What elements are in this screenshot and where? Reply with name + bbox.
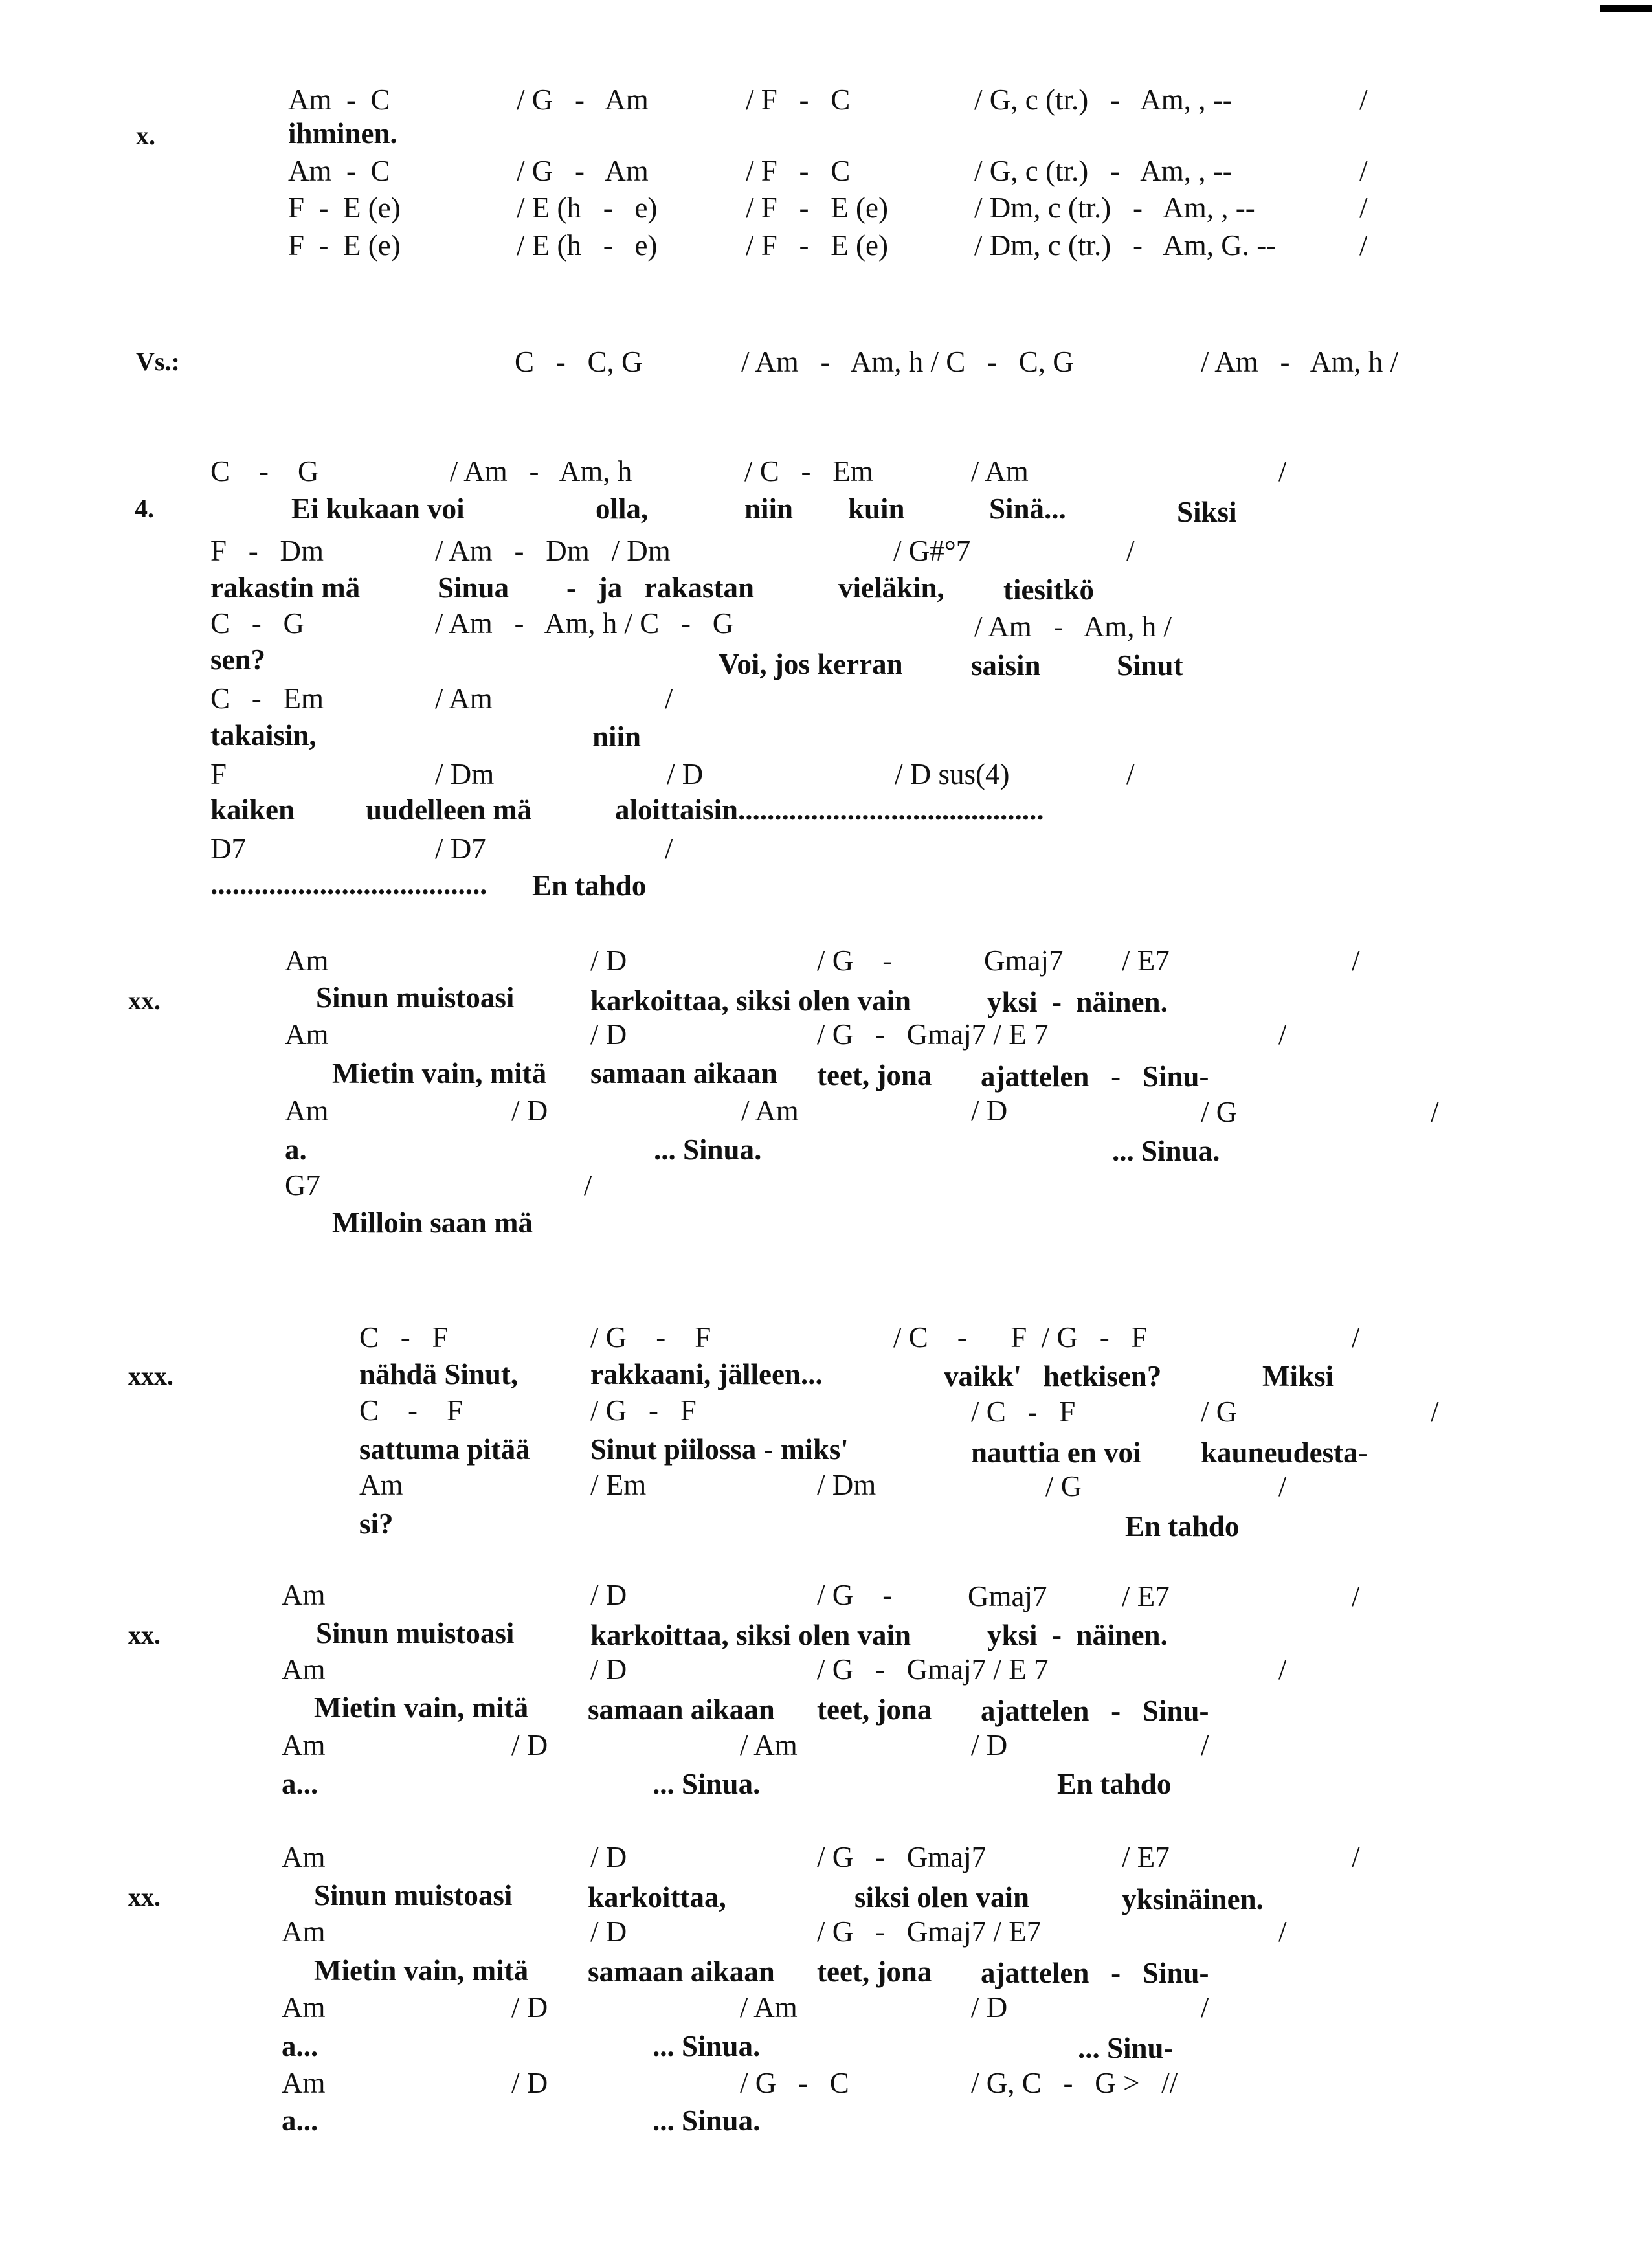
chord-text: / Am [971,455,1029,487]
lyric-text: kaiken [210,794,295,826]
lyric-text: ... Sinu- [1078,2032,1174,2064]
chord-text: / [1352,1321,1360,1354]
chord-text: / [1278,1915,1287,1948]
chord-text: / C - Em [744,455,873,487]
chord-text: / [1352,1841,1360,1873]
lyric-text: ... Sinua. [653,2030,761,2062]
lyric-text: uudelleen mä [366,794,532,826]
chord-text: / Am [740,1729,798,1761]
chord-text: / F - E (e) [746,229,888,262]
chord-text: / [584,1169,592,1201]
chord-text: / [1278,455,1287,487]
chord-text: / D [971,1095,1008,1127]
chord-text: / G - F [590,1321,711,1354]
chord-text: / [665,832,673,865]
chord-text: / Am - Am, h / [1201,346,1399,378]
chord-text: / [1278,1018,1287,1051]
chord-text: / D [971,1991,1008,2023]
chord-text: / Am - Am, h / C - G [435,607,734,640]
chord-text: / Am [740,1991,798,2023]
lyric-text: a... [282,1768,318,1800]
chord-text: / G - [817,1579,893,1611]
chord-text: / E (h - e) [517,192,658,224]
chord-text: / G - Gmaj7 / E7 [817,1915,1042,1948]
chord-text: / Am - Am, h / [974,610,1172,643]
chord-text: Am [282,2067,326,2099]
verse-label: 4. [135,494,154,523]
chord-text: Am [282,1729,326,1761]
chord-text: / G - Gmaj7 / E 7 [817,1018,1049,1051]
lyric-text: karkoittaa, siksi olen vain [590,985,911,1017]
lyric-text: saisin [971,649,1041,682]
lyric-text: olla, [596,493,649,525]
lyric-text: siksi olen vain [854,1881,1030,1913]
lyric-text: Mietin vain, mitä [314,1954,529,1987]
chord-text: Am [282,1991,326,2023]
chord-text: / G - F [590,1394,697,1427]
chord-text: / D [667,758,704,790]
verse-label: xx. [128,1882,161,1912]
chord-text: Am [285,944,329,977]
lyric-text: sattuma pitää [359,1433,530,1466]
chord-text: / [1359,155,1368,187]
edge-scan-mark [1600,5,1652,12]
chord-text: / [1431,1096,1439,1128]
chord-text: / D [590,1915,627,1948]
chord-text: / E7 [1122,944,1170,977]
lyric-text: samaan aikaan [588,1693,775,1726]
chord-text: / F - C [746,155,851,187]
chord-text: / F - E (e) [746,192,888,224]
lyric-text: vaikk' hetkisen? [944,1360,1162,1392]
lyric-text: ihminen. [288,117,397,150]
lyric-text: Siksi [1177,496,1237,528]
lyric-text: Sinut piilossa - miks' [590,1433,849,1466]
lyric-text: rakkaani, jälleen... [590,1358,823,1390]
lyric-text: ... Sinua. [653,2104,761,2137]
lyric-text: sen? [210,643,266,676]
lyric-text: karkoittaa, siksi olen vain [590,1619,911,1651]
chord-text: / D [590,1579,627,1611]
lyric-text: yksi - näinen. [987,1619,1168,1651]
chord-text: / G [1045,1470,1082,1502]
lyric-text: Ei kukaan voi [291,493,465,525]
chord-text: F - Dm [210,535,324,567]
chord-text: / C - F [971,1396,1076,1428]
chord-text: / Am - Am, h / C - C, G [741,346,1074,378]
chord-text: / [1359,84,1368,116]
chord-text: G7 [285,1169,320,1201]
lyric-text: samaan aikaan [588,1956,775,1988]
lyric-text: En tahdo [1125,1510,1240,1543]
lyric-text: kuin [848,493,905,525]
chord-text: / G - C [740,2067,849,2099]
lyric-text: a. [285,1133,307,1166]
chord-text: / G - Gmaj7 [817,1841,987,1873]
lyric-text: si? [359,1508,394,1540]
chord-text: Am [285,1095,329,1127]
verse-label: Vs.: [136,347,180,376]
chord-text: / [1359,192,1368,224]
lyric-text: ...................................... [210,868,487,900]
chord-text: / [1201,1991,1209,2023]
lyric-text: ... Sinua. [1112,1135,1220,1167]
lyric-text: Mietin vain, mitä [314,1691,529,1724]
chord-text: / D [590,1841,627,1873]
chord-text: / Dm [435,758,495,790]
chord-text: Am [282,1579,326,1611]
chord-text: Gmaj7 [968,1580,1047,1612]
chord-text: / D [590,1653,627,1686]
verse-label: xx. [128,1620,161,1649]
lyric-text: yksi - näinen. [987,986,1168,1018]
chord-text: Am [359,1469,403,1501]
lyric-text: yksinäinen. [1122,1883,1264,1915]
lyric-text: ... Sinua. [653,1768,761,1800]
chord-text: / [665,682,673,715]
chord-text: / Am [741,1095,799,1127]
lyric-text: ajattelen - Sinu- [981,1957,1209,1989]
lyric-text: a... [282,2030,318,2062]
chord-text: / [1352,1580,1360,1612]
chord-text: / Em [590,1469,647,1501]
chord-text: / Am - Am, h [450,455,632,487]
lyric-text: ... Sinua. [654,1133,762,1166]
lyric-text: En tahdo [532,869,647,902]
lyric-text: En tahdo [1057,1768,1172,1800]
lyric-text: Sinun muistoasi [314,1879,513,1912]
chord-text: Am [282,1841,326,1873]
chord-text: / G - [817,944,893,977]
lyric-text: takaisin, [210,719,317,752]
chord-text: / G - Am [517,155,649,187]
chord-text: / [1126,535,1135,567]
chord-text: / D [971,1729,1008,1761]
lyric-text: rakastin mä [210,572,361,604]
chord-text: / G - Gmaj7 / E 7 [817,1653,1049,1686]
chord-text: / G, C - G > // [971,2067,1178,2099]
lyric-text: nähdä Sinut, [359,1358,519,1390]
chord-text: Am - C [288,84,390,116]
chord-text: / Dm, c (tr.) - Am, , -- [974,192,1255,224]
chord-text: / D [590,1018,627,1051]
chord-text: / G, c (tr.) - Am, , -- [974,155,1233,187]
chord-text: / [1126,758,1135,790]
lyric-text: ajattelen - Sinu- [981,1060,1209,1093]
chord-text: / D [590,944,627,977]
chord-text: Gmaj7 [984,944,1064,977]
chord-text: / D [511,2067,548,2099]
chord-text: F [210,758,227,790]
chord-text: / Am - Dm / Dm [435,535,671,567]
chord-text: / G, c (tr.) - Am, , -- [974,84,1233,116]
verse-label: xx. [128,986,161,1015]
lyric-text: niin [592,720,642,753]
chord-text: / [1201,1729,1209,1761]
lyric-text: aloittaisin.......................................... [615,794,1044,826]
lyric-text: Sinun muistoasi [316,1617,515,1649]
chord-text: / D [511,1729,548,1761]
chord-text: C - F [359,1321,449,1354]
chord-text: C - F [359,1394,463,1427]
chord-text: / [1359,229,1368,262]
chord-text: / [1278,1470,1287,1502]
chord-text: / G [1201,1396,1238,1428]
verse-label: x. [136,121,155,150]
chord-text: Am [285,1018,329,1051]
chord-text: / [1352,944,1360,977]
lyric-text: Sinun muistoasi [316,981,515,1014]
lyric-text: Sinut [1117,649,1183,682]
lyric-text: kauneudesta- [1201,1436,1368,1469]
chord-text: / Dm, c (tr.) - Am, G. -- [974,229,1277,262]
chord-text: / Dm [817,1469,876,1501]
lyric-text: Voi, jos kerran [719,648,903,680]
chord-text: Am [282,1915,326,1948]
chord-text: / F - C [746,84,851,116]
chord-text: Am - C [288,155,390,187]
lyric-text: teet, jona [817,1059,932,1091]
chord-text: / C - F / G - F [893,1321,1148,1354]
chord-text: / G#°7 [893,535,971,567]
chord-text: / E (h - e) [517,229,658,262]
lyric-text: Miksi [1262,1360,1334,1392]
chord-text: C - C, G [515,346,643,378]
chord-text: / E7 [1122,1580,1170,1612]
chord-text: / D7 [435,832,486,865]
lyric-text: Mietin vain, mitä [332,1057,547,1089]
chord-text: / D [511,1991,548,2023]
verse-label: xxx. [128,1361,173,1390]
lyric-text: ajattelen - Sinu- [981,1695,1209,1727]
lyric-text: Milloin saan mä [332,1207,533,1239]
lyric-text: samaan aikaan [590,1057,777,1089]
lyric-text: Sinua [438,572,509,604]
chord-text: Am [282,1653,326,1686]
chord-text: C - Em [210,682,324,715]
chord-text: / Am [435,682,493,715]
lyric-text: teet, jona [817,1956,932,1988]
lyric-text: - ja rakastan [566,572,754,604]
chord-text: / G [1201,1096,1238,1128]
lyric-text: Sinä... [989,493,1066,525]
lyric-text: tiesitkö [1003,574,1094,606]
chord-text: F - E (e) [288,229,401,262]
chord-text: C - G [210,607,304,640]
lyric-text: niin [744,493,794,525]
chord-text: F - E (e) [288,192,401,224]
chord-text: D7 [210,832,246,865]
chord-text: / [1278,1653,1287,1686]
lyric-text: teet, jona [817,1693,932,1726]
chord-text: / [1431,1396,1439,1428]
lyric-text: vieläkin, [838,572,944,604]
chord-text: / D sus(4) [895,758,1010,790]
lyric-text: nauttia en voi [971,1436,1141,1469]
lyric-text: karkoittaa, [588,1881,726,1913]
chord-text: / E7 [1122,1841,1170,1873]
chord-text: C - G [210,455,319,487]
chord-text: / G - Am [517,84,649,116]
chord-text: / D [511,1095,548,1127]
lyric-text: a... [282,2104,318,2137]
